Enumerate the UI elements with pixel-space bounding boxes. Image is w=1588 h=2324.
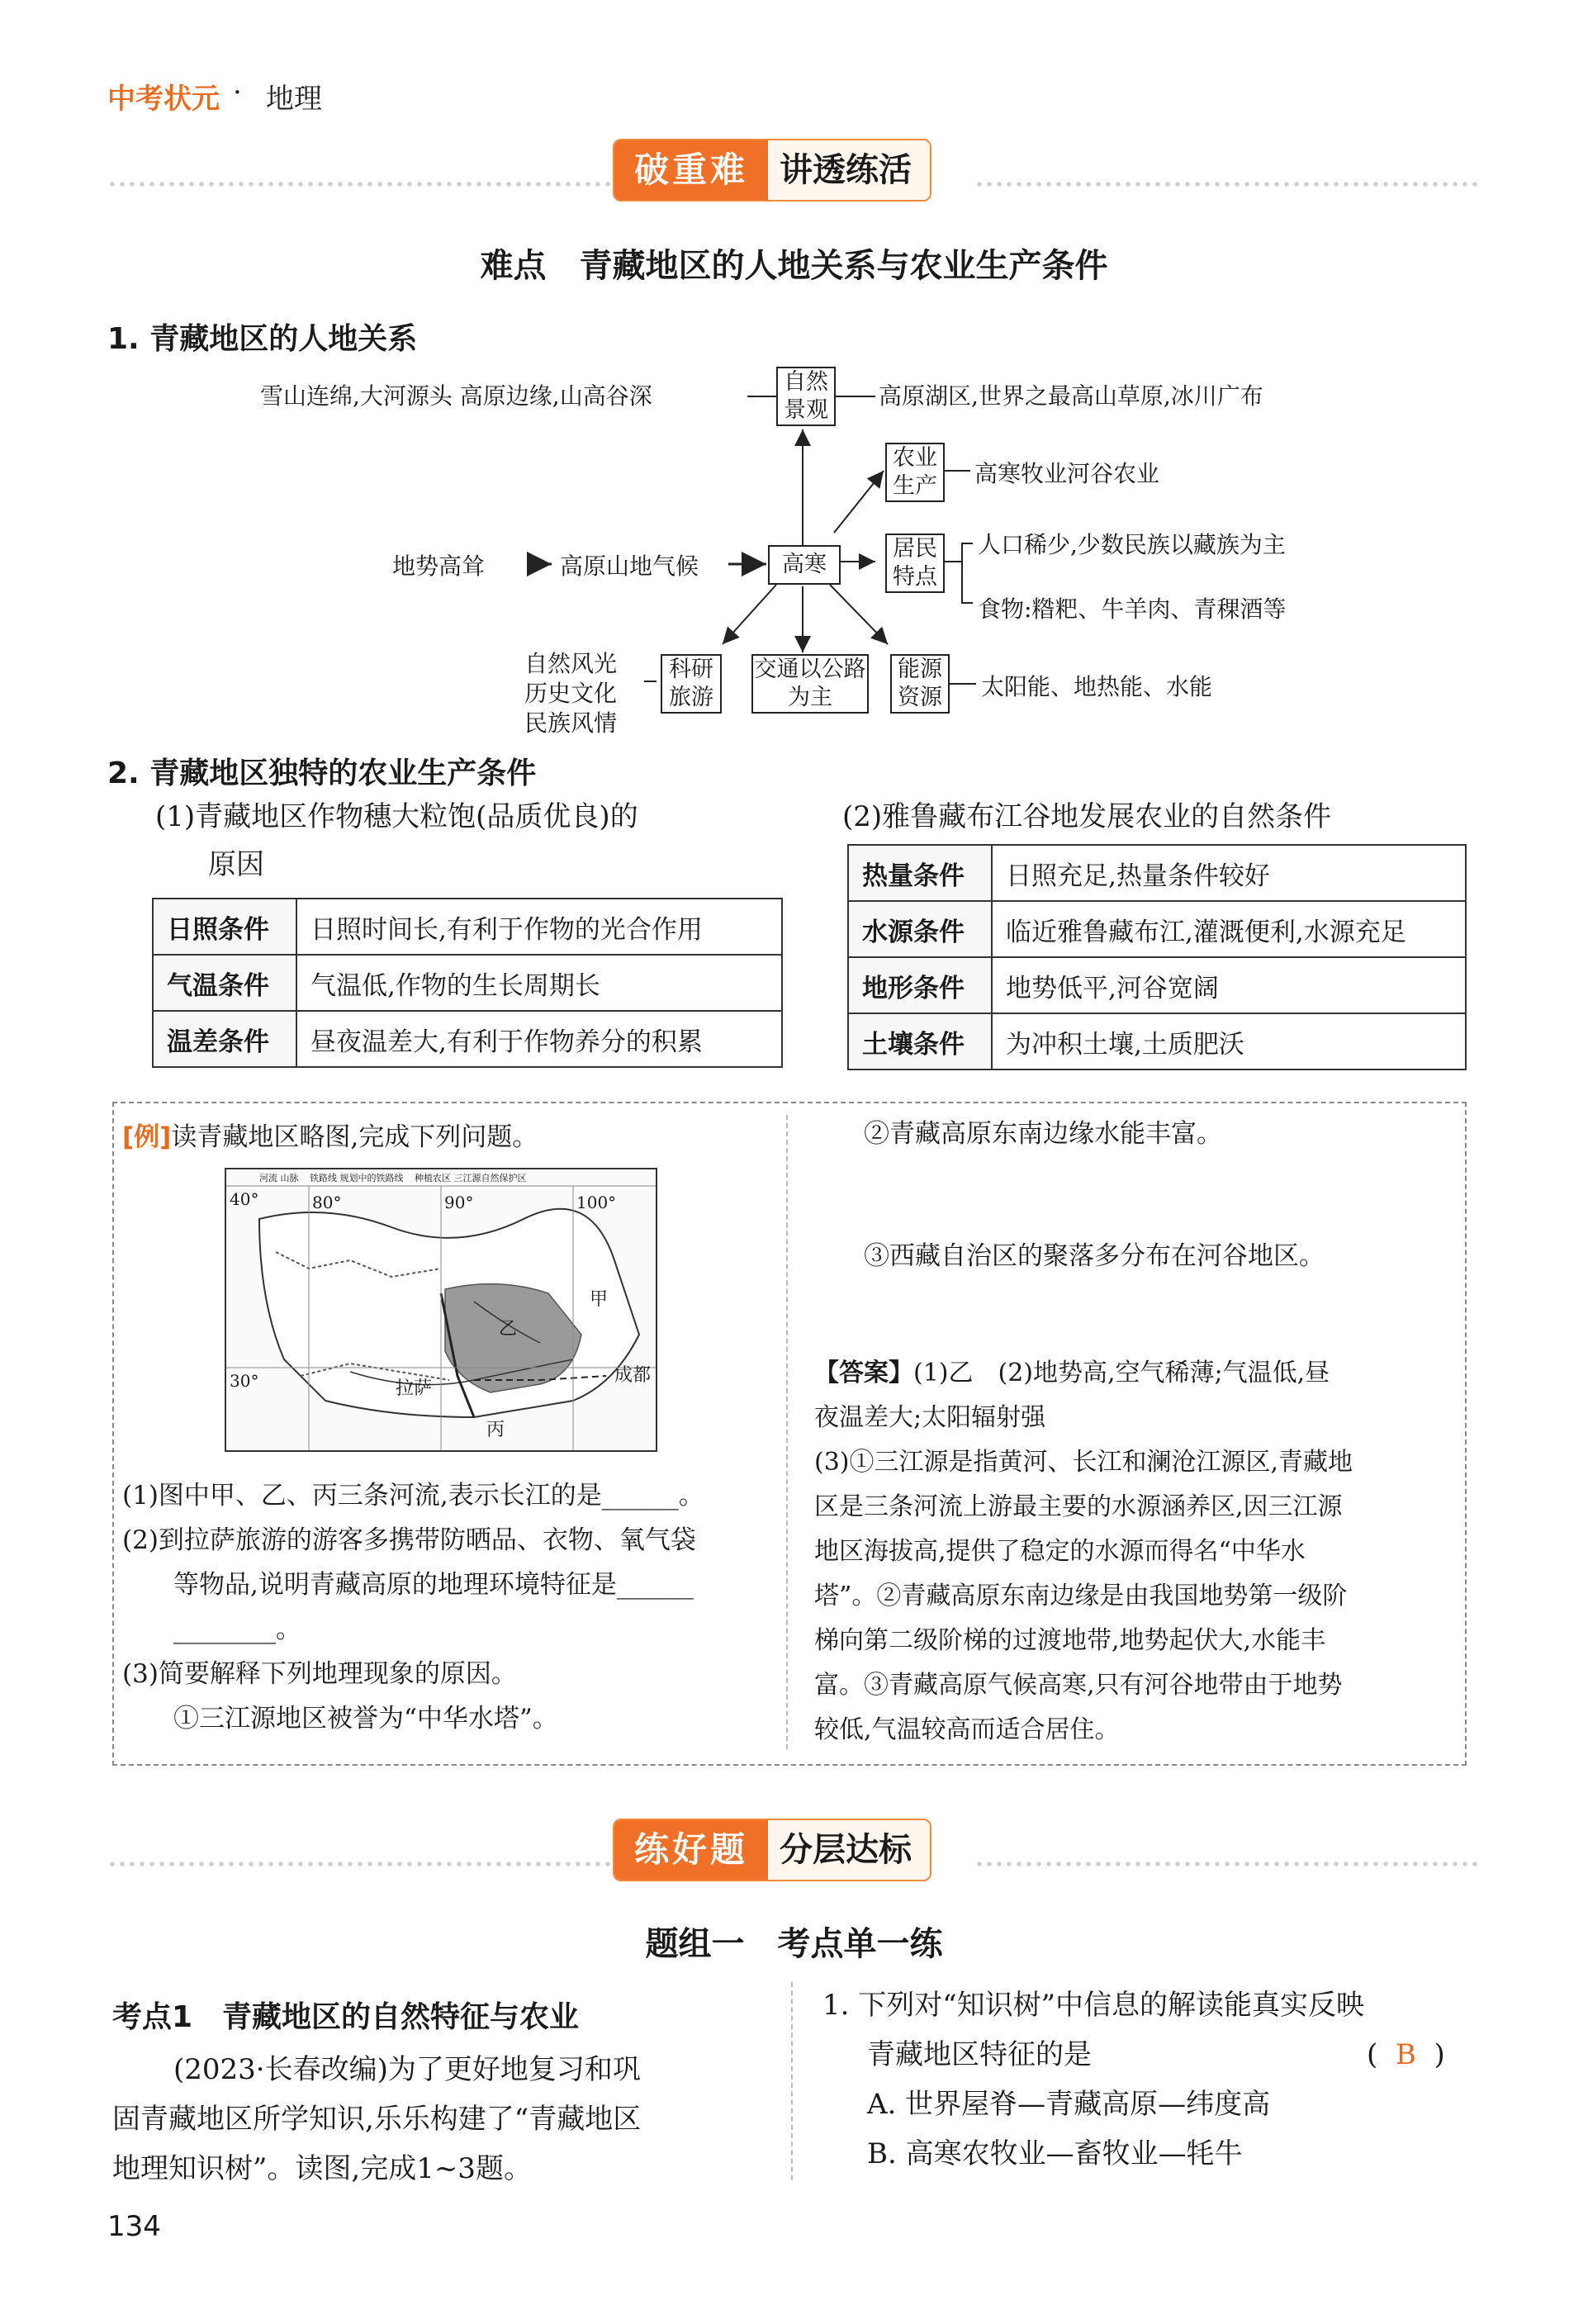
legend-reserve: 三江源自然保护区 (453, 1173, 527, 1183)
table-key: 水源条件 (848, 901, 992, 957)
city-chengdu: 成都 (614, 1365, 652, 1386)
s2-sub2: (2)雅鲁藏布江谷地发展农业的自然条件 (842, 800, 1332, 833)
table-key: 日照条件 (153, 899, 296, 955)
tour-text-3: 民族风情 (524, 709, 618, 737)
example-intro: 读青藏地区略图,完成下列问题。 (171, 1122, 538, 1152)
legend-railway: 铁路线 (310, 1173, 337, 1183)
s2-sub1-line2: 原因 (208, 848, 264, 881)
table-key: 温差条件 (153, 1011, 296, 1067)
river-yi: 乙 (499, 1319, 518, 1340)
example-q2-line2: 等物品,说明青藏高原的地理环境特征是______ (173, 1570, 694, 1600)
example-q3-2: ②青藏高原东南边缘水能丰富。 (864, 1119, 1222, 1149)
banner-right: 讲透练活 (768, 140, 930, 200)
dotted-rule-right-2 (974, 1857, 1480, 1871)
nature-left-text: 雪山连绵,大河源头 高原边缘,山高谷深 (260, 382, 652, 410)
tour-text-2: 历史文化 (524, 680, 618, 707)
intro-line-2: 固青藏地区所学知识,乐乐构建了“青藏地区 (112, 2103, 642, 2136)
intro-line-3: 地理知识树”。读图,完成1~3题。 (112, 2152, 532, 2185)
table-value: 气温低,作物的生长周期长 (296, 955, 782, 1011)
people-text-2: 食物:糌粑、牛羊肉、青稞酒等 (978, 595, 1287, 623)
answer-text: (1)乙 (2)地势高,空气稀薄;气温低,昼 (913, 1359, 1330, 1387)
answer-line: 塔”。②青藏高原东南边缘是由我国地势第一级阶 (814, 1582, 1348, 1610)
legend-mountain: 山脉 (280, 1173, 299, 1183)
table-row (153, 899, 782, 955)
map-legend (259, 1171, 527, 1184)
question1-answer: B (1395, 2038, 1416, 2071)
chain-climate: 高原山地气候 (560, 553, 699, 580)
answer-line: 区是三条河流上游最主要的水源涵养区,因三江源 (814, 1492, 1343, 1521)
s2-heading: 2. 青藏地区独特的农业生产条件 (107, 756, 537, 790)
banner-practice (613, 1819, 931, 1881)
lat-40: 40° (230, 1189, 259, 1209)
box-nature: 自然景观 (776, 367, 836, 426)
river-jia: 甲 (590, 1289, 609, 1310)
energy-text: 太阳能、地热能、水能 (981, 673, 1213, 700)
page-number: 134 (107, 2210, 161, 2243)
paren-close: ) (1434, 2038, 1445, 2071)
question1-option-a: A. 世界屋脊—青藏高原—纬度高 (867, 2088, 1271, 2121)
table-row (153, 1011, 782, 1067)
table-key: 热量条件 (848, 845, 992, 901)
lon-80: 80° (312, 1193, 342, 1212)
legend-farm: 种植农区 (415, 1173, 451, 1183)
answer-line: 富。③青藏高原气候高寒,只有河谷地带由于地势 (814, 1671, 1343, 1700)
header-subject: 地理 (266, 83, 322, 116)
s1-heading: 1. 青藏地区的人地关系 (107, 322, 418, 356)
lat-30: 30° (230, 1371, 259, 1391)
intro-line-1: (2023·长春改编)为了更好地复习和巩 (173, 2053, 641, 2086)
table-row (848, 901, 1466, 957)
example-q2-line1: (2)到拉萨旅游的游客多携带防晒品、衣物、氧气袋 (122, 1525, 696, 1555)
group-title: 题组一 考点单一练 (645, 1925, 943, 1963)
question1-answer-paren (1367, 2030, 1445, 2080)
answer-line: 地区海拔高,提供了稳定的水源而得名“中华水 (814, 1537, 1306, 1566)
nature-right-text: 高原湖区,世界之最高山草原,冰川广布 (879, 382, 1263, 410)
bottom-column-divider (791, 1982, 793, 2180)
table-row (153, 955, 782, 1011)
box-people: 居民特点 (885, 534, 945, 593)
lon-90: 90° (444, 1193, 474, 1212)
box-energy: 能源资源 (890, 654, 950, 714)
table-value: 日照充足,热量条件较好 (992, 845, 1466, 901)
answer-tag: 【答案】 (814, 1359, 913, 1387)
dotted-rule-left-2 (107, 1857, 613, 1871)
box-cold: 高寒 (768, 545, 841, 585)
example-q3-3: ③西藏自治区的聚落多分布在河谷地区。 (864, 1241, 1325, 1271)
kaodian-heading: 考点1 青藏地区的自然特征与农业 (112, 2000, 580, 2034)
example-q3-1: ①三江源地区被誉为“中华水塔”。 (173, 1704, 558, 1734)
header-dot: · (233, 76, 242, 109)
city-lhasa: 拉萨 (396, 1378, 433, 1399)
dotted-rule-right (974, 177, 1480, 192)
table-row (848, 957, 1466, 1013)
section-title: 难点 青藏地区的人地关系与农业生产条件 (480, 247, 1108, 285)
header-brand: 中考状元 (107, 83, 220, 116)
table-row (848, 845, 1466, 901)
people-text-1: 人口稀少,少数民族以藏族为主 (978, 531, 1286, 558)
question1-line1: 1. 下列对“知识树”中信息的解读能真实反映 (822, 1989, 1365, 2022)
table-value: 临近雅鲁藏布江,灌溉便利,水源充足 (992, 901, 1466, 957)
example-q2-line3: ________。 (173, 1615, 301, 1644)
chain-terrain: 地势高耸 (392, 553, 486, 580)
agri-text: 高寒牧业河谷农业 (974, 460, 1160, 487)
example-header (122, 1115, 538, 1160)
banner2-left: 练好题 (614, 1820, 768, 1880)
table-value: 为冲积土壤,土质肥沃 (992, 1013, 1466, 1070)
tibet-map (225, 1168, 657, 1452)
lon-100: 100° (576, 1193, 617, 1212)
answer-line (814, 1351, 1458, 1396)
tour-text-1: 自然风光 (524, 650, 618, 677)
example-column-divider (786, 1115, 788, 1749)
answer-block (814, 1351, 1458, 1752)
example-q3: (3)简要解释下列地理现象的原因。 (122, 1659, 517, 1689)
box-research: 科研旅游 (661, 654, 722, 714)
table-value: 地势低平,河谷宽阔 (992, 957, 1466, 1013)
table-value: 日照时间长,有利于作物的光合作用 (296, 899, 782, 955)
box-traffic: 交通以公路为主 (751, 654, 869, 714)
example-q1: (1)图中甲、乙、丙三条河流,表示长江的是______。 (122, 1481, 704, 1511)
legend-river: 河流 (259, 1173, 277, 1183)
dotted-rule-left (107, 177, 613, 192)
box-agriculture: 农业生产 (885, 443, 945, 502)
banner2-right: 分层达标 (768, 1820, 930, 1880)
banner-break-difficulty (613, 139, 931, 202)
river-bing: 丙 (486, 1420, 505, 1440)
legend-planned-railway: 规划中的铁路线 (339, 1173, 404, 1183)
paren-open: ( (1367, 2038, 1378, 2071)
relation-diagram (248, 355, 1404, 743)
s2-sub1-line1: (1)青藏地区作物穗大粒饱(品质优良)的 (155, 800, 638, 833)
table-row (848, 1013, 1466, 1070)
banner-left: 破重难 (614, 140, 768, 200)
answer-line: 梯向第二级阶梯的过渡地带,地势起伏大,水能丰 (814, 1626, 1326, 1655)
answer-line: 较低,气温较高而适合居住。 (814, 1715, 1120, 1744)
table-valley-conditions (847, 844, 1467, 1070)
table-crop-reasons (152, 898, 783, 1068)
table-key: 地形条件 (848, 957, 992, 1013)
table-key: 气温条件 (153, 955, 296, 1011)
table-key: 土壤条件 (848, 1013, 992, 1070)
example-tag: [例] (122, 1122, 172, 1152)
answer-line: (3)①三江源是指黄河、长江和澜沧江源区,青藏地 (814, 1448, 1353, 1477)
question1-option-b: B. 高寒农牧业—畜牧业—牦牛 (867, 2137, 1243, 2170)
question1-line2: 青藏地区特征的是 (867, 2038, 1092, 2071)
answer-line: 夜温差大;太阳辐射强 (814, 1403, 1046, 1432)
table-value: 昼夜温差大,有利于作物养分的积累 (296, 1011, 782, 1067)
